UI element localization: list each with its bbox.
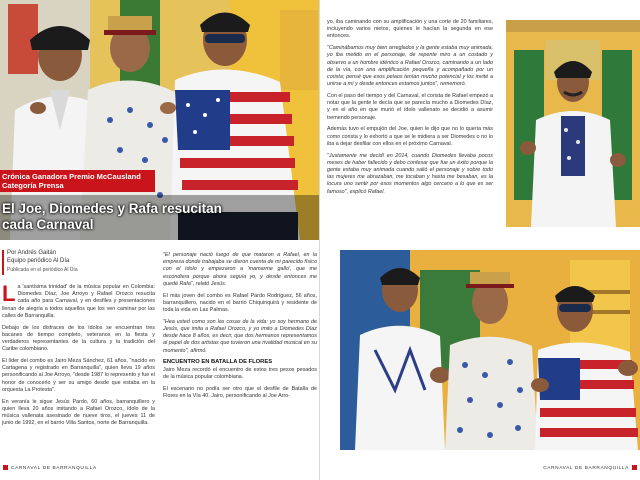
paragraph: La 'santísima trinidad' de la música popular en Colombia: Diomedes Díaz, Joe Arroyo y Rafael Orozco resucita cada año para Carnaval, y en desfiles y presentaciones llenan de alegría a todos aquellos que los ven caminar por las calles de Barranquilla.: [2, 281, 155, 319]
quote-paragraph: "Justamente me decidí en 2014, cuando Diomedes llevaba pocos meses de haber fallecido y debo confesar que fue un éxito porque la gente estaba muy animada cuando salió el personaje y sobre todo las mujeres me abrazaban, me tocaban y hasta me besaban, es la locura uno sentir por esos momentos algo cercano a lo que es ser famoso", explicó Rafael.: [327, 152, 493, 195]
left-footer: CARNAVAL DE BARRANQUILLA: [0, 465, 97, 473]
article-headline: El Joe, Diomedes y Rafa resucitan cada Carnaval: [2, 201, 222, 232]
right-page: [320, 0, 640, 480]
drop-cap: L: [2, 281, 16, 306]
photo-three-performers-thumbs-up: [340, 250, 640, 450]
quote-paragraph: "El personaje nació luego de que mataron a Rafael, en la empresa donde trabajaba se dieron cuenta de mi parecido físico con el ídolo y empezaron a 'mamarme gallo', que me escondiera porque ahora seguía yo, y desde entonces me quedé Rafa", relató Jesús.: [163, 252, 317, 287]
left-column-1: [2, 281, 155, 432]
quote-paragraph: "Hea usted como son las cosas de la vida: yo soy hermano de Jesús, que imita a Rafael Orozco, y yo imito a Diomedes Díaz desde hace 8 años, es decir, que dos hermanos representamos al papel de dos artistas que tuvieron una rivalidad musical en su momento", afirmó.: [163, 318, 317, 354]
paragraph: Además tuvo el empujón del Joe, quien le dijo que no lo quería más como corista y lo exhortó a que se le midiera a ser Diomedes o no lo iba a dejar desfilar con ellos en el próximo Carnaval.: [327, 126, 493, 147]
byline-author: Por Andrés Gaitán: [7, 250, 57, 256]
page-corner-square-icon: [3, 465, 8, 470]
award-kicker: Crónica Ganadora Premio McCausland Categoría Prensa: [2, 172, 141, 190]
paragraph: yo, iba caminando con su amplificación y una corte de 20 familiares, incluyendo varios nietos, quienes le hacían la segunda en ese entonces.: [327, 19, 493, 40]
byline-team: Equipo periódico Al Día: [7, 257, 70, 264]
right-footer: CARNAVAL DE BARRANQUILLA: [543, 465, 640, 473]
section-heading: ENCUENTRO EN BATALLA DE FLORES: [163, 359, 273, 366]
left-column-2: [163, 252, 317, 405]
right-column: [327, 19, 493, 200]
byline-published: Publicada en el periódico Al Día: [7, 267, 78, 273]
quote-paragraph: "Caminábamos muy bien arreglados y la gente estaba muy animada, yo iba metido en el personaje, de repente miro a un costado y observo a un hombre idéntico a Rafael Orozco, caminando a un lado de la vía, con una amplificación pequeña y acompañado por un corista; pensé que esos pelaos tenían mucho potencial y los invité a unirse a mí y desde entonces estamos juntos", rememoró.: [327, 45, 493, 88]
paragraph: El líder del combo es Jairo Meza Sánchez, 61 años, "nacido en Cartagena y registrado en Barranquilla", quien lleva 19 años personificando al Joe Arroyo, "desde 1987 lo represento y fue el honor de conocerlo y ser su amigo desde que estaba en la orquesta La Protesta".: [2, 358, 155, 393]
page-corner-square-icon: [632, 465, 637, 470]
paragraph: Con el paso del tiempo y del Carnaval, el corista de Rafael empezó a notar que la gente le decía que se parecía mucho a Diomedes Díaz, y en el año en que murió el ídolo vallenato se decidió a asumir tremendo personaje.: [327, 93, 493, 121]
paragraph: En veranía le sigue Jesús Pardo, 60 años, barranquillero y quien lleva 20 años imitando a Rafael Orozco, ídolo de la música vallenata asesinado de nueve tiros, el jueves 11 de junio de 1992, en el barrio Villa Santos, norte de Barranquilla.: [2, 398, 155, 427]
photo-joe-arroyo-impersonator: [506, 20, 640, 227]
paragraph: El escenario no podía ser otro que el desfile de Batalla de Flores en la Vía 40. Jairo, personificando al Joe Arro-: [163, 385, 317, 399]
paragraph: Debajo de los disfraces de los ídolos se encuentran tres bacanes de tiempo completo, veteranos en la fiesta y verdaderos representantes de la cultura y la tradición del Caribe colombiano.: [2, 324, 155, 353]
byline: [2, 250, 152, 275]
paragraph: Jairo Meza recordó el encuentro de estos tres pesos pesados de la música popular colombiana.: [163, 366, 317, 380]
paragraph: El más joven del combo es Rafael Pardo Rodríguez, 56 años, barranquillero, nacido en el barrio Chiquinquirá y residente de toda la vida en Las Palmas.: [163, 292, 317, 314]
